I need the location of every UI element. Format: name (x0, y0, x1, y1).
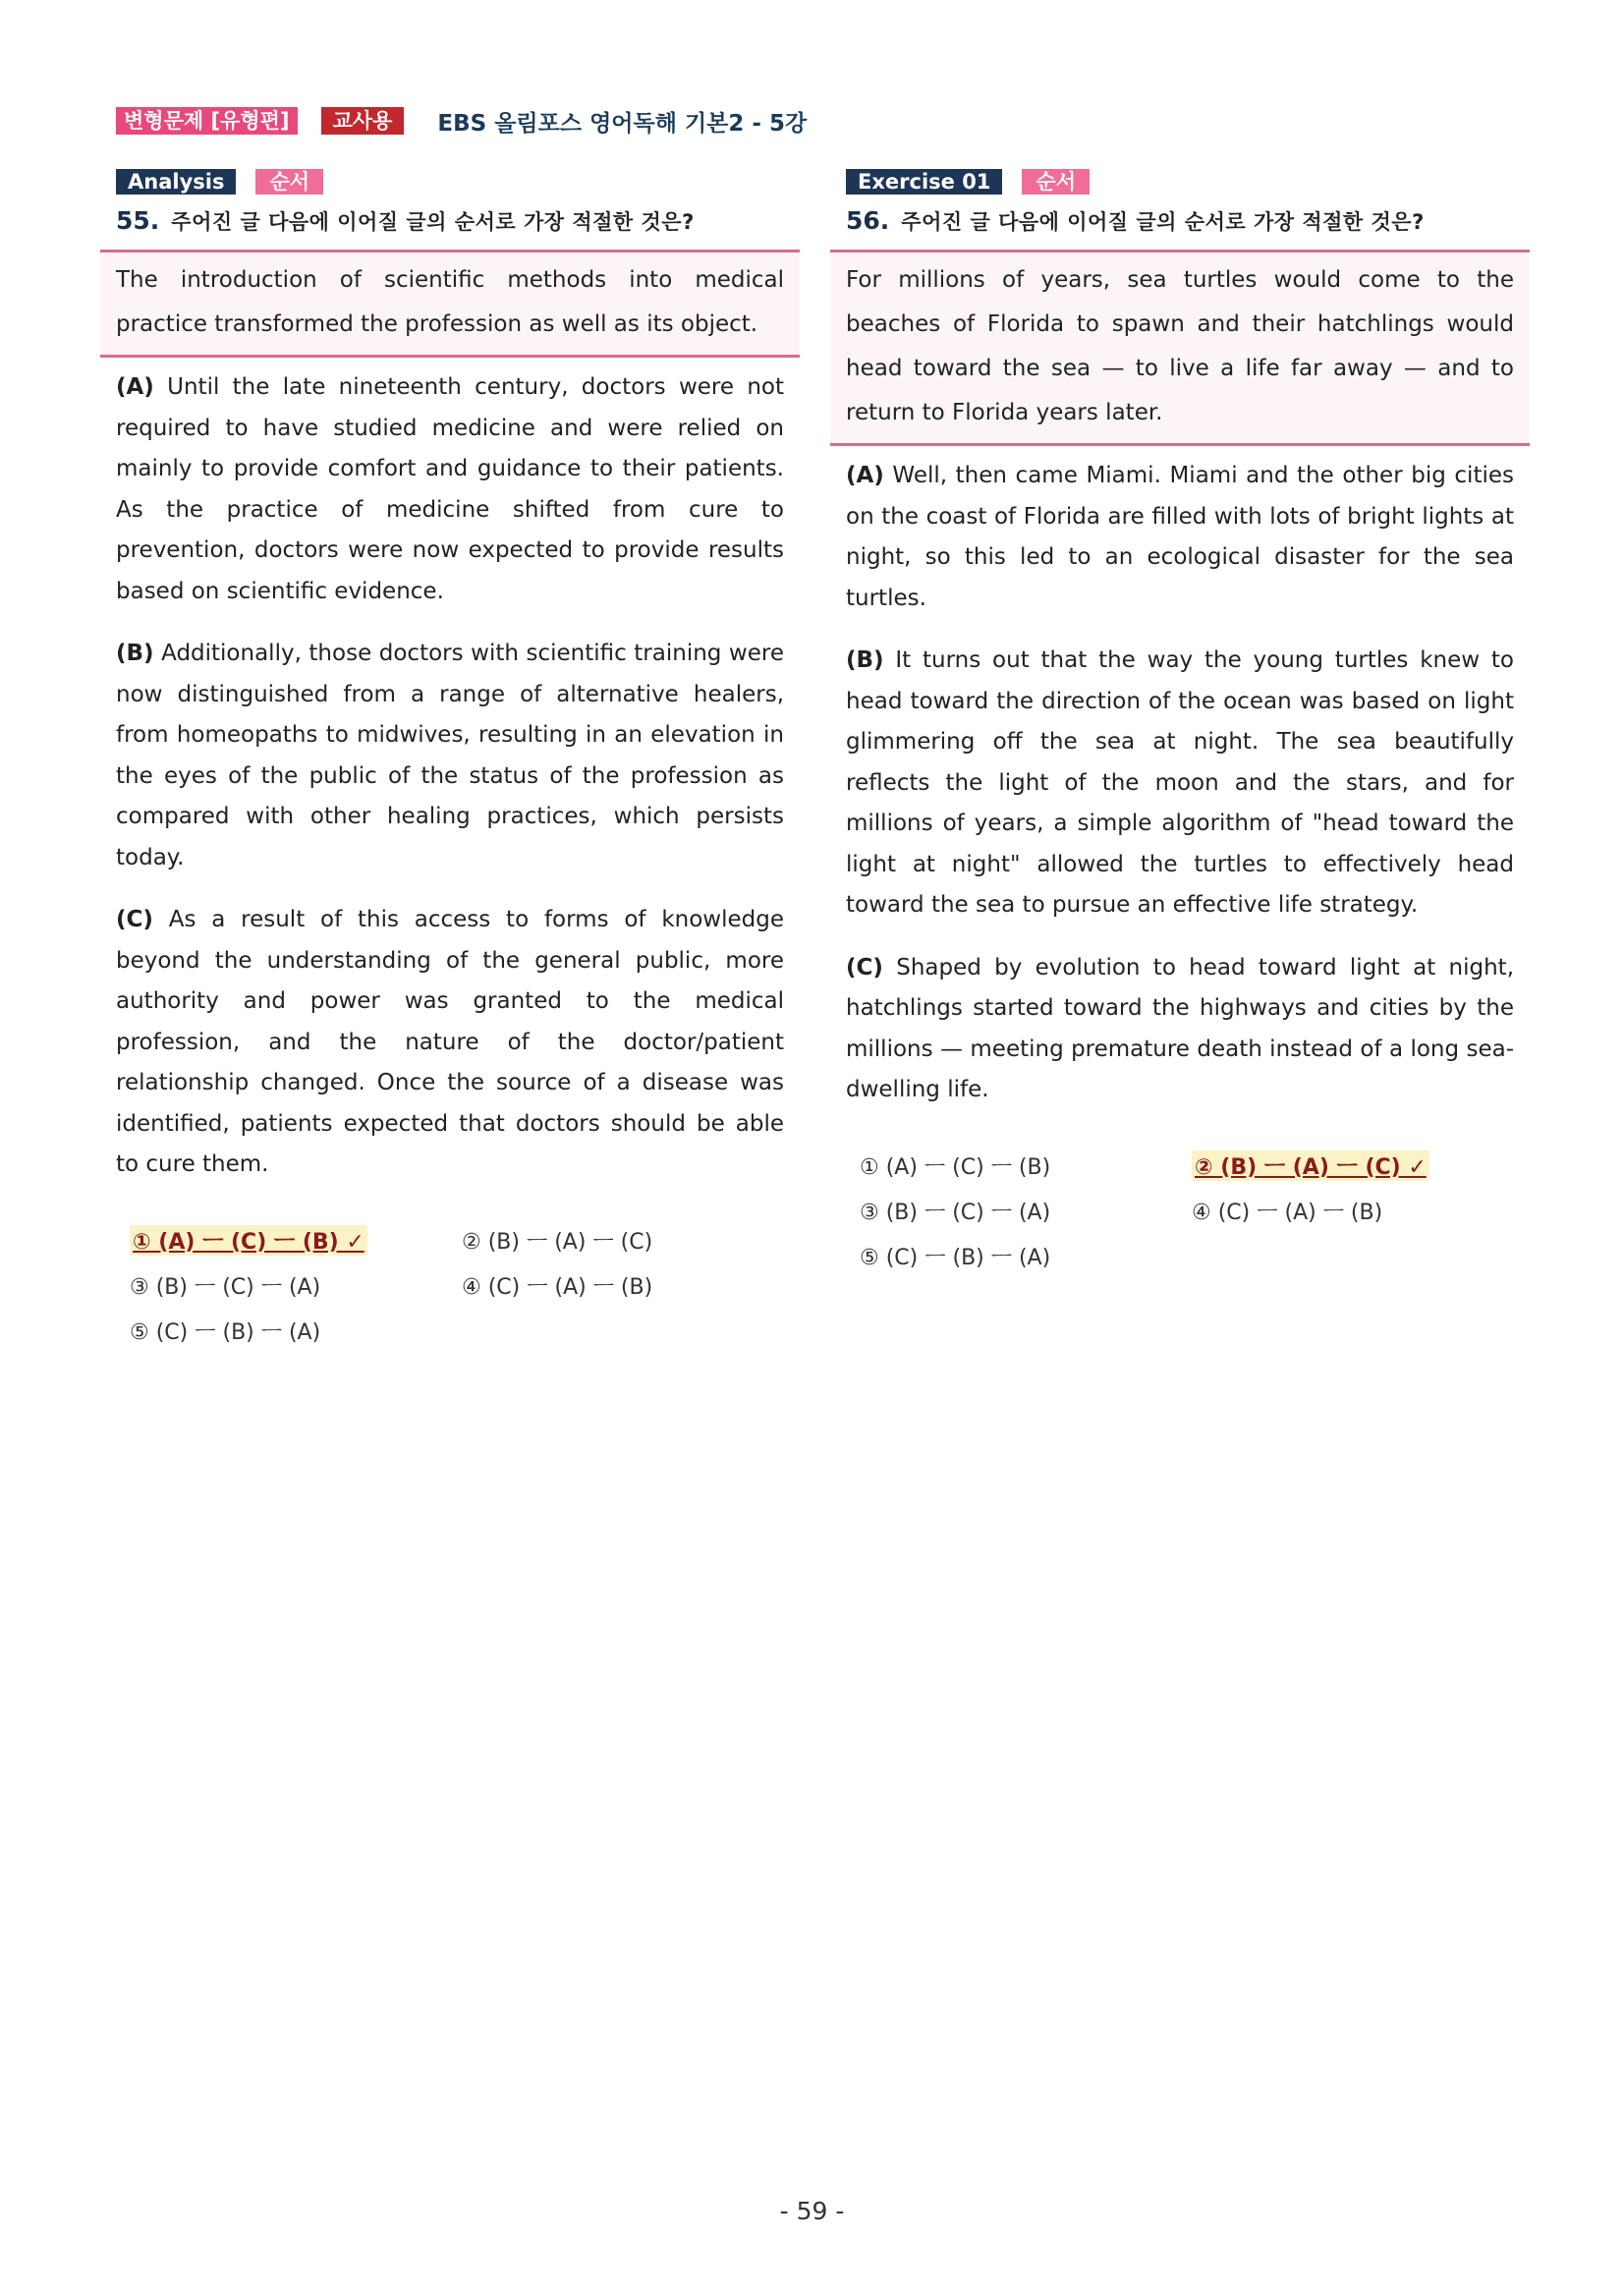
choice-3[interactable]: ③ (B) ㅡ (C) ㅡ (A) (860, 1200, 1051, 1225)
given-text: The introduction of scientific methods into medical practice transformed the profession as well as its object. (116, 267, 784, 337)
choice-4[interactable]: ④ (C) ㅡ (A) ㅡ (B) (1192, 1200, 1383, 1225)
paragraph-text: It turns out that the way the young turtles knew to head toward the direction of the ocean was based on light glimmering off the sea at night. The sea beautifully reflects the light of the moon and the stars, and for millions of years, a simple algorithm of "head toward the light at night" allowed the turtles to effectively head toward the sea to pursue an effective life strategy. (846, 647, 1514, 918)
question-56 (830, 169, 1530, 1288)
paragraph-b (116, 634, 784, 878)
paragraph-c (846, 948, 1514, 1111)
choice-5[interactable]: ⑤ (C) ㅡ (B) ㅡ (A) (860, 1245, 1051, 1270)
paragraph-label: (B) (116, 641, 154, 666)
section-label: Exercise 01 (846, 169, 1002, 195)
paragraph-c (116, 900, 784, 1186)
paragraph-b (846, 641, 1514, 926)
choice-2[interactable]: ② (B) ㅡ (A) ㅡ (C) (462, 1229, 653, 1255)
paragraph-text: Shaped by evolution to head toward light at night, hatchlings started toward the highways and cities by the millions — meeting premature death instead of a long sea-dwelling life. (846, 954, 1515, 1102)
question-type-tag: 순서 (1022, 169, 1090, 195)
paragraph-text: Well, then came Miami. Miami and the other big cities on the coast of Florida are filled with lots of bright lights at night, so this led to an ecological disaster for the sea turtles. (846, 463, 1514, 611)
paragraph-label: (C) (846, 954, 883, 980)
question-55 (100, 169, 800, 1363)
paragraph-label: (A) (846, 463, 884, 488)
section-labels (846, 169, 1530, 195)
paragraph-a (846, 456, 1514, 619)
teacher-tag: 교사용 (321, 107, 405, 135)
section-labels (116, 169, 800, 195)
choice-5[interactable]: ⑤ (C) ㅡ (B) ㅡ (A) (130, 1319, 321, 1345)
paragraph-label: (A) (116, 374, 154, 400)
question-number: 55. (116, 206, 160, 235)
section-label: Analysis (116, 169, 236, 195)
question-type-tag: 순서 (255, 169, 323, 195)
question-prompt (116, 206, 800, 236)
question-text: 주어진 글 다음에 이어질 글의 순서로 가장 적절한 것은? (901, 210, 1425, 234)
answer-choices (130, 1225, 800, 1363)
answer-choices (860, 1150, 1530, 1288)
choice-3[interactable]: ③ (B) ㅡ (C) ㅡ (A) (130, 1274, 321, 1300)
paragraph-a (116, 367, 784, 612)
given-passage (100, 250, 800, 358)
paragraph-label: (C) (116, 907, 153, 932)
paragraph-text: Until the late nineteenth century, doctors were not required to have studied medicine and were relied on mainly to provide comfort and guidance to their patients. As the practice of medicine shifted from cure to prevention, doctors were now expected to provide results based on scientific evidence. (116, 374, 784, 604)
choice-1[interactable]: ① (A) ㅡ (C) ㅡ (B) (860, 1154, 1051, 1180)
given-text: For millions of years, sea turtles would come to the beaches of Florida to spawn and their hatchlings would head toward the sea — to live a life far away — and to return to Florida years later. (846, 267, 1514, 425)
paragraph-text: Additionally, those doctors with scientific training were now distinguished from a range of alternative healers, from homeopaths to midwives, resulting in an elevation in the eyes of the public of the status of the profession as compared with other healing practices, which persists today. (116, 641, 784, 870)
choice-4[interactable]: ④ (C) ㅡ (A) ㅡ (B) (462, 1274, 653, 1300)
variant-type-tag: 변형문제 [유형편] (116, 107, 298, 135)
paragraph-label: (B) (846, 647, 884, 673)
page-number: - 59 - (779, 2197, 845, 2225)
given-passage (830, 250, 1530, 446)
question-number: 56. (846, 206, 890, 235)
book-title: EBS 올림포스 영어독해 기본2 - 5강 (437, 110, 808, 137)
choice-1-correct[interactable]: ① (A) ㅡ (C) ㅡ (B) ✓ (130, 1225, 367, 1256)
choice-2-correct[interactable]: ② (B) ㅡ (A) ㅡ (C) ✓ (1192, 1150, 1429, 1181)
question-prompt (846, 206, 1530, 236)
question-text: 주어진 글 다음에 이어질 글의 순서로 가장 적절한 것은? (171, 210, 695, 234)
paragraph-text: As a result of this access to forms of knowledge beyond the understanding of the general public, more authority and power was granted to the medical profession, and the nature of the doctor/patient relationship changed. Once the source of a disease was identified, patients expected that doctors should be able to cure them. (116, 907, 785, 1177)
page-header (116, 106, 807, 136)
